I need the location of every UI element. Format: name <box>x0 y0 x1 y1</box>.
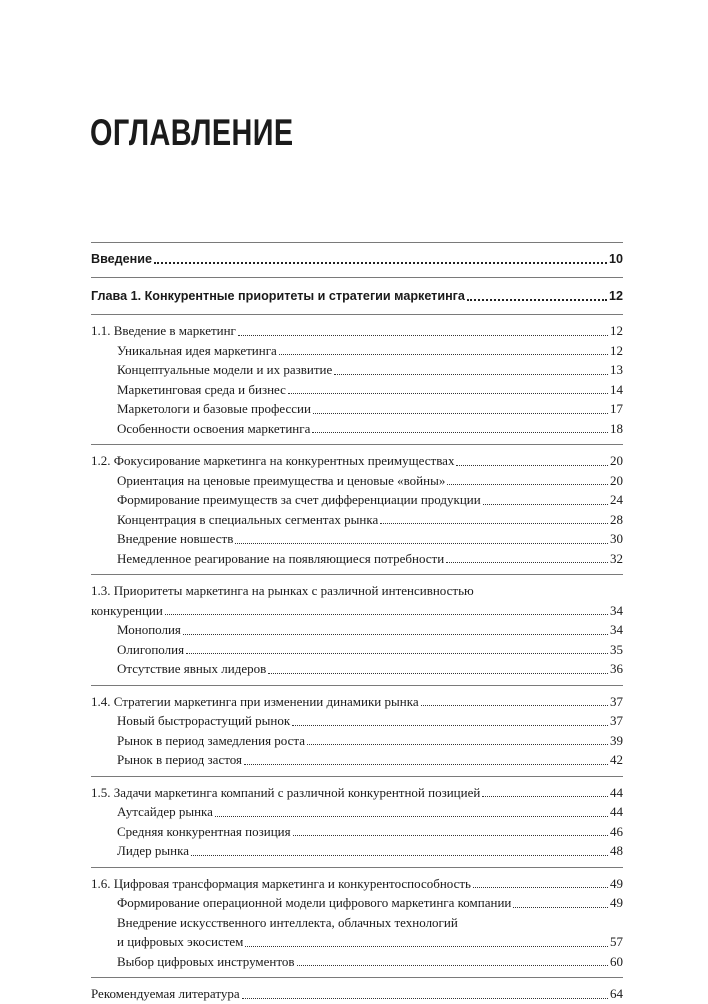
dot-leader <box>292 725 608 726</box>
toc-entry-chapter-1[interactable] <box>91 286 623 306</box>
dot-leader <box>191 855 608 856</box>
toc-entry-page: 42 <box>610 752 623 767</box>
toc-entry-subsection[interactable] <box>91 510 623 530</box>
toc-entry-label: Рынок в период замедления роста <box>117 732 305 748</box>
toc-entry-label: Ориентация на ценовые преимущества и ценовые «войны» <box>117 472 446 488</box>
toc-entry-subsection[interactable] <box>91 341 623 361</box>
toc-entry-intro[interactable] <box>91 249 623 269</box>
dot-leader <box>482 796 608 797</box>
toc-entry-label: Уникальная идея маркетинга <box>117 342 277 358</box>
toc-entry-page: 30 <box>610 531 623 546</box>
toc-entry-subsection[interactable] <box>91 399 623 419</box>
toc-entry-subsection[interactable] <box>91 620 623 640</box>
toc-entry-page: 34 <box>610 622 623 637</box>
toc-entry-subsection[interactable] <box>91 913 623 933</box>
toc-entry-page: 35 <box>610 641 623 657</box>
dot-leader <box>268 673 608 674</box>
dot-leader <box>244 764 608 765</box>
toc-entry-subsection-cont[interactable] <box>91 932 623 952</box>
dot-leader <box>380 523 608 524</box>
dot-leader <box>186 653 608 654</box>
toc-entry-label: Лидер рынка <box>117 843 189 858</box>
toc-entry-label-line1: Внедрение искусственного интеллекта, облачных технологий <box>117 914 458 930</box>
toc-entry-subsection[interactable] <box>91 360 623 380</box>
dot-leader <box>288 393 608 394</box>
toc-entry-label: Немедленное реагирование на появляющиеся потребности <box>117 550 445 566</box>
toc-entry-page: 57 <box>610 934 623 949</box>
toc-entry-label: 1.4. Стратегии маркетинга при изменении динамики рынка <box>91 693 419 709</box>
dot-leader <box>297 965 608 966</box>
dot-leader <box>312 432 608 433</box>
toc-entry-subsection[interactable] <box>91 711 623 731</box>
dot-leader <box>447 484 608 485</box>
toc-entry-label: Формирование преимуществ за счет дифференциации продукции <box>117 492 481 507</box>
toc-entry-page: 64 <box>610 986 623 1001</box>
toc-entry-label: Олигополия <box>117 641 185 657</box>
toc-entry-page: 48 <box>610 843 623 858</box>
toc-entry-label-line2: конкуренции <box>91 602 163 618</box>
toc-entry-label: 1.1. Введение в маркетинг <box>91 323 236 338</box>
toc-entry-label: Средняя конкурентная позиция <box>117 823 291 839</box>
toc-entry-label: Внедрение новшеств <box>117 531 234 546</box>
dot-leader <box>473 887 608 888</box>
toc-entry-label: Новый быстрорастущий рынок <box>117 713 291 728</box>
dot-leader <box>513 907 608 908</box>
toc-entry-page: 24 <box>610 492 623 507</box>
toc-entry-page: 34 <box>610 602 623 618</box>
toc-entry-page: 44 <box>610 784 623 800</box>
dot-leader <box>456 465 608 466</box>
dot-leader <box>279 354 608 355</box>
toc-entry-subsection[interactable] <box>91 471 623 491</box>
toc-entry-page: 32 <box>610 550 623 566</box>
toc-entry-subsection[interactable] <box>91 380 623 400</box>
toc-entry-subsection[interactable] <box>91 841 623 861</box>
toc-entry-label: Аутсайдер рынка <box>117 804 213 819</box>
toc-entry-label: Рекомендуемая литература <box>91 986 240 1001</box>
dot-leader <box>293 835 608 836</box>
toc-entry-page: 13 <box>610 362 623 377</box>
dot-leader <box>238 335 608 336</box>
dot-leader <box>154 262 607 264</box>
toc-entry-subsection[interactable] <box>91 750 623 770</box>
toc-entry-page: 36 <box>610 661 623 676</box>
toc-entry-label: Монополия <box>117 622 181 637</box>
toc-entry-section-1-4[interactable] <box>91 692 623 712</box>
toc-entry-section-1-5[interactable] <box>91 783 623 803</box>
toc-entry-page: 12 <box>610 342 623 358</box>
toc-entry-section-1-3[interactable] <box>91 581 623 601</box>
toc-entry-label: Маркетинговая среда и бизнес <box>117 381 286 397</box>
toc-entry-subsection[interactable] <box>91 640 623 660</box>
toc-entry-subsection[interactable] <box>91 952 623 972</box>
toc-entry-page: 60 <box>610 953 623 969</box>
toc-entry-page: 12 <box>608 289 623 303</box>
toc-entry-label: Концептуальные модели и их развитие <box>117 362 333 377</box>
toc-entry-label-line2: и цифровых экосистем <box>117 934 244 949</box>
toc-entry-subsection[interactable] <box>91 549 623 569</box>
toc-entry-label: Маркетологи и базовые профессии <box>117 401 311 416</box>
toc-entry-page: 14 <box>610 381 623 397</box>
toc-entry-label-line1: 1.3. Приоритеты маркетинга на рынках с различной интенсивностью <box>91 583 474 598</box>
dot-leader <box>242 998 608 999</box>
toc-entry-page: 28 <box>610 511 623 527</box>
toc-entry-subsection[interactable] <box>91 822 623 842</box>
toc-entry-label: 1.5. Задачи маркетинга компаний с различной конкурентной позицией <box>91 784 481 800</box>
toc-entry-subsection[interactable] <box>91 802 623 822</box>
toc-entry-label: Выбор цифровых инструментов <box>117 953 295 969</box>
toc-entry-page: 12 <box>610 323 623 338</box>
toc-entry-label: Формирование операционной модели цифрового маркетинга компании <box>117 895 512 910</box>
toc-entry-label: Особенности освоения маркетинга <box>117 420 311 436</box>
dot-leader <box>334 374 608 375</box>
dot-leader <box>165 614 608 615</box>
toc-entry-page: 18 <box>610 420 623 436</box>
toc-entry-page: 37 <box>610 693 623 709</box>
dot-leader <box>446 562 608 563</box>
toc-entry-page: 49 <box>610 875 623 891</box>
toc-entry-page: 44 <box>610 804 623 819</box>
toc-entry-section-1-2[interactable] <box>91 451 623 471</box>
page-title: ОГЛАВЛЕНИЕ <box>90 112 294 153</box>
toc-entry-section-1-1[interactable] <box>91 321 623 341</box>
toc-entry-label: Введение <box>91 252 153 266</box>
dot-leader <box>215 816 608 817</box>
toc-entry-label: 1.6. Цифровая трансформация маркетинга и конкурентоспособность <box>91 875 471 891</box>
toc-entry-subsection[interactable] <box>91 731 623 751</box>
toc-entry-page: 10 <box>608 252 623 266</box>
dot-leader <box>307 744 608 745</box>
toc-entry-section-1-3-cont[interactable] <box>91 601 623 621</box>
dot-leader <box>245 946 608 947</box>
toc-entry-page: 37 <box>610 713 623 728</box>
dot-leader <box>313 413 608 414</box>
toc-entry-subsection[interactable] <box>91 659 623 679</box>
dot-leader <box>235 543 608 544</box>
toc-entry-page: 46 <box>610 823 623 839</box>
toc-entry-page: 49 <box>610 895 623 910</box>
dot-leader <box>467 299 607 301</box>
toc-entry-page: 20 <box>610 453 623 468</box>
toc-entry-subsection[interactable] <box>91 529 623 549</box>
table-of-contents <box>91 242 623 1004</box>
toc-entry-section-1-6[interactable] <box>91 874 623 894</box>
toc-entry-label: Концентрация в специальных сегментах рынка <box>117 511 379 527</box>
toc-entry-label: Рынок в период застоя <box>117 752 242 767</box>
toc-entry-label: 1.2. Фокусирование маркетинга на конкурентных преимуществах <box>91 453 455 468</box>
dot-leader <box>483 504 608 505</box>
toc-entry-page: 20 <box>610 472 623 488</box>
toc-entry-subsection[interactable] <box>91 490 623 510</box>
dot-leader <box>421 705 608 706</box>
toc-entry-subsection[interactable] <box>91 893 623 913</box>
dot-leader <box>183 634 608 635</box>
toc-entry-subsection[interactable] <box>91 419 623 439</box>
toc-entry-label: Отсутствие явных лидеров <box>117 661 267 676</box>
toc-entry-label: Глава 1. Конкурентные приоритеты и стратегии маркетинга <box>91 289 465 303</box>
toc-entry-page: 17 <box>610 401 623 416</box>
toc-entry-page: 39 <box>610 732 623 748</box>
